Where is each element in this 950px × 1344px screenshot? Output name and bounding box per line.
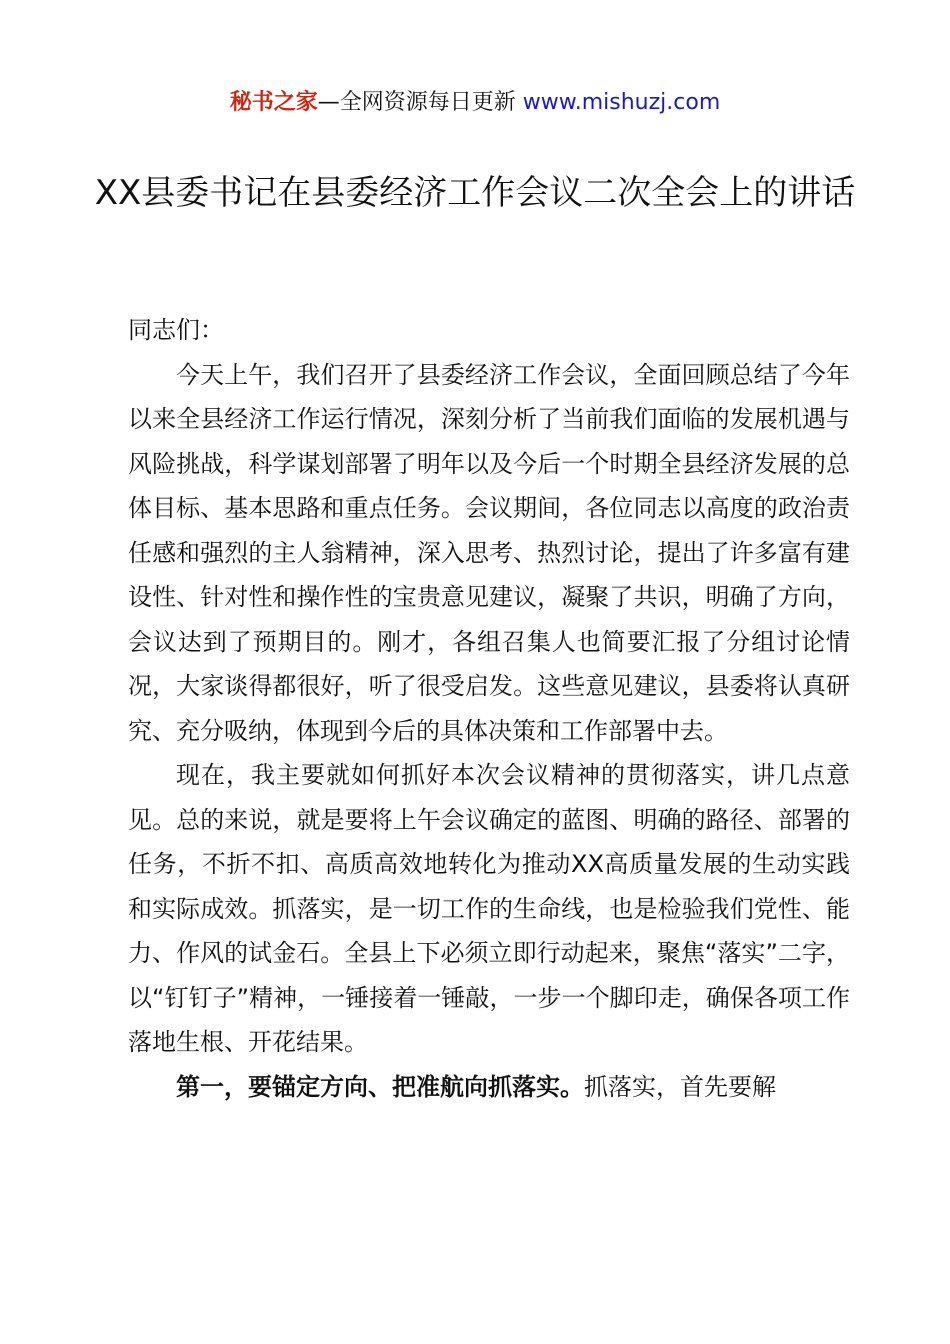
salutation: 同志们： — [128, 316, 224, 344]
document-title: XX县委书记在县委经济工作会议二次全会上的讲话 — [94, 173, 856, 213]
header-slogan: —全网资源每日更新 — [317, 90, 523, 115]
site-url-link[interactable]: www.mishuzj.com — [522, 90, 721, 115]
paragraph-1: 今天上午，我们召开了县委经济工作会议，全面回顾总结了今年以来全县经济工作运行情况，深刻分析了当前我们面临的发展机遇与风险挑战，科学谋划部署了明年以及今后一个时期全县经济发展的总体目标、基本思路和重点任务。会议期间，各位同志以高度的政治责任感和强烈的主人翁精神，深入思考、热烈讨论，提出了许多富有建设性、针对性和操作性的宝贵意见建议，凝聚了共识，明确了方向，会议达到了预期目的。刚才，各组召集人也简要汇报了分组讨论情况，大家谈得都很好，听了很受启发。这些意见建议，县委将认真研究、充分吸纳，体现到今后的具体决策和工作部署中去。 — [128, 360, 850, 745]
paragraph-2: 现在，我主要就如何抓好本次会议精神的贯彻落实，讲几点意见。总的来说，就是要将上午会议确定的蓝图、明确的路径、部署的任务，不折不扣、高质高效地转化为推动XX高质量发展的生动实践和实际成效。抓落实，是一切工作的生命线，也是检验我们党性、能力、作风的试金石。全县上下必须立即行动起来，聚焦“落实”二字，以“钉钉子”精神，一锤接着一锤敲，一步一个脚印走，确保各项工作落地生根、开花结果。 — [128, 761, 850, 1056]
section-one-heading: 第一，要锚定方向、把准航向抓落实。 — [176, 1072, 584, 1101]
site-header — [0, 88, 950, 118]
section-one-text: 抓落实，首先要解 — [584, 1072, 776, 1101]
paragraph-3 — [128, 1065, 850, 1110]
document-body — [128, 308, 850, 1109]
brand-name: 秘书之家 — [229, 90, 318, 115]
